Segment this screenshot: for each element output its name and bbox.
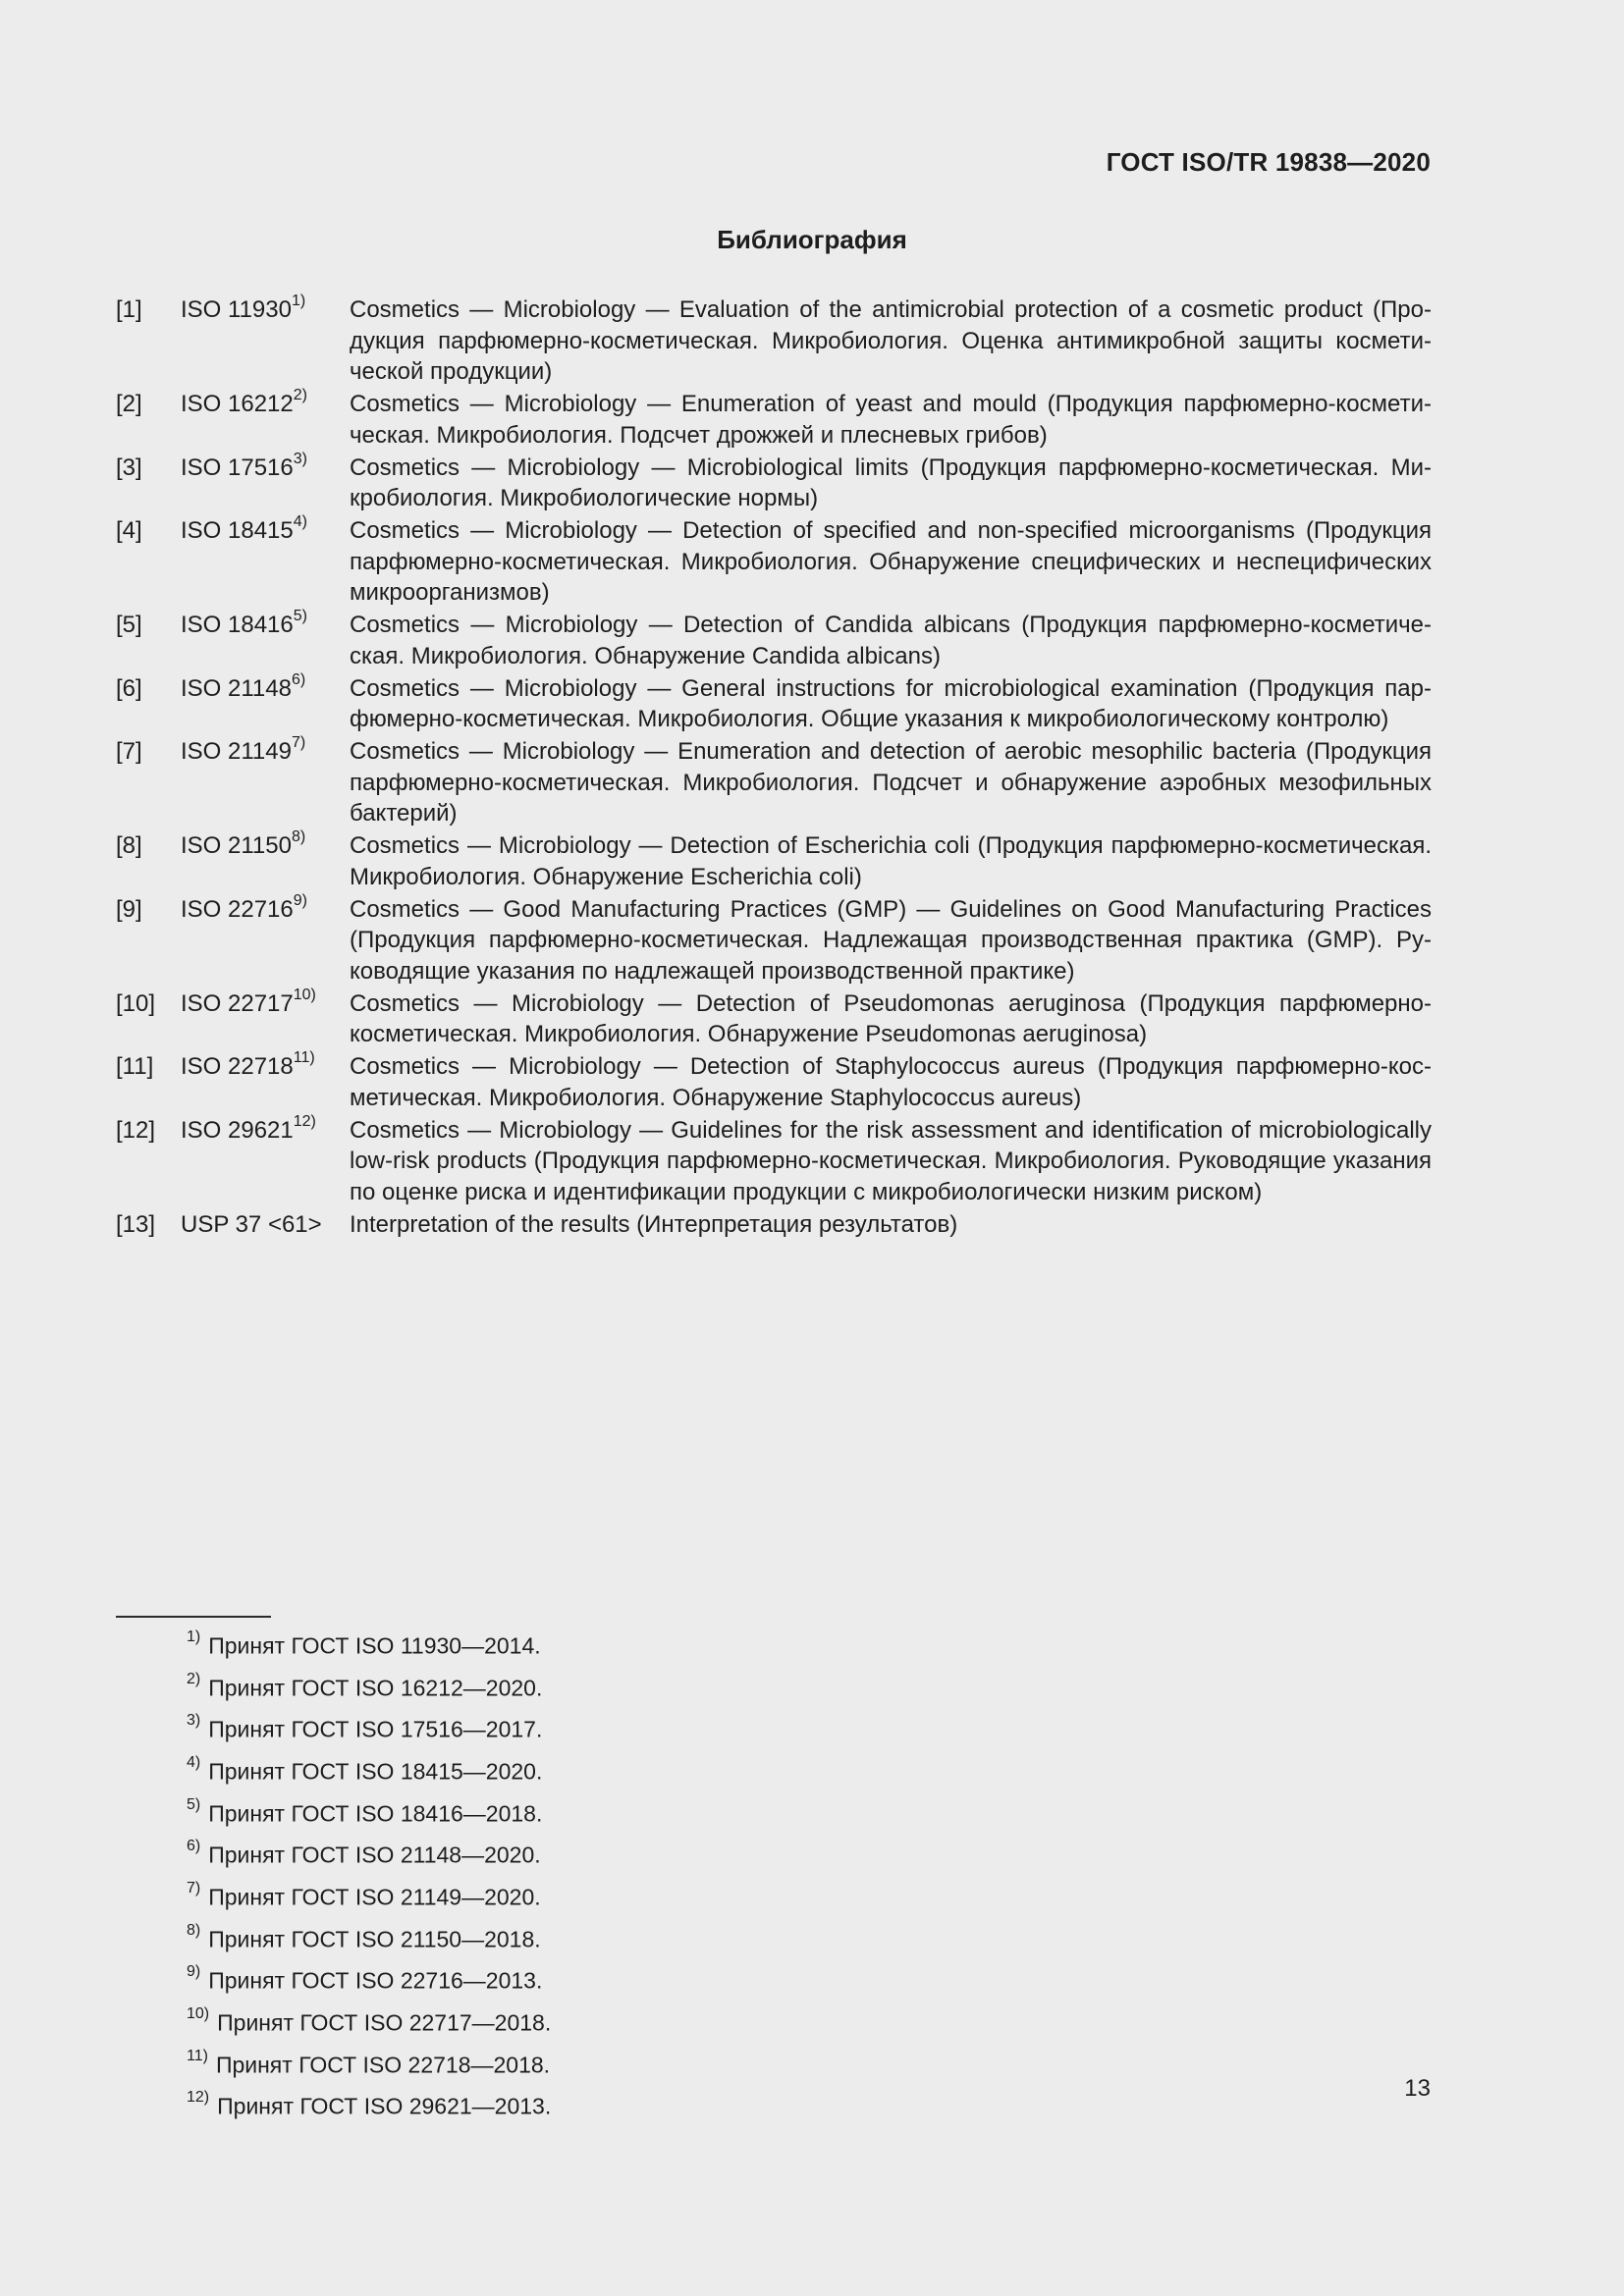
footnote-reference: 7) — [291, 734, 306, 751]
entry-number: [12] — [116, 1116, 156, 1144]
footnote-mark: 8) — [187, 1921, 201, 1939]
page-number: 13 — [1404, 2075, 1431, 2102]
bibliography-entry — [116, 610, 1432, 671]
standard-code: USP 37 <61> — [181, 1210, 322, 1238]
footnote — [187, 1706, 551, 1748]
entry-number: [13] — [116, 1210, 156, 1238]
standard-code: ISO 17516 — [181, 454, 294, 481]
entry-title: Cosmetics — Microbiology — Guidelines for the risk assessment and identification of microbiologically low-risk products (Продукция парфюмерно-косметическая. Микробиология. Руководящие указания по оценке риска и идентификации продукции с микробиологически низким риском) — [350, 1116, 1432, 1205]
entry-standard — [181, 1112, 350, 1208]
footnote-reference: 2) — [293, 387, 307, 403]
entry-number: [8] — [116, 832, 142, 859]
entry-number: [3] — [116, 454, 142, 481]
entry-standard — [181, 1051, 350, 1113]
entry-number: [6] — [116, 674, 142, 702]
bibliography-entry — [116, 1209, 1432, 1241]
footnote-text: Принят ГОСТ ISO 11930—2014. — [208, 1632, 541, 1659]
entry-standard — [181, 389, 350, 451]
footnote-mark: 6) — [187, 1838, 201, 1855]
footnote-reference: 9) — [293, 891, 307, 909]
footnote-mark: 5) — [187, 1795, 201, 1813]
footnote-text: Принят ГОСТ ISO 17516—2017. — [208, 1716, 543, 1742]
entry-number: [7] — [116, 738, 142, 765]
entry-number: [2] — [116, 391, 142, 417]
footnote-text: Принят ГОСТ ISO 21148—2020. — [208, 1842, 541, 1868]
standard-code: ISO 21150 — [181, 832, 292, 859]
entry-standard — [181, 670, 350, 735]
entry-standard — [181, 891, 350, 988]
bibliography-entry — [116, 670, 1432, 735]
footnote-text: Принят ГОСТ ISO 21150—2018. — [208, 1926, 541, 1952]
footnote-mark: 11) — [187, 2047, 208, 2064]
standard-code: ISO 18416 — [181, 612, 294, 638]
bibliography-entry — [116, 450, 1432, 514]
standard-code: ISO 22717 — [181, 989, 294, 1017]
footnote-text: Принят ГОСТ ISO 29621—2013. — [217, 2093, 552, 2119]
footnote — [187, 2000, 551, 2042]
entry-title: Cosmetics — Microbiology — Detection of specified and non-specified microorganisms (Продукция парфюмерно-косметическая. Микробиология. Обнаружение специфических и неспецифических микроорганизмов) — [350, 517, 1432, 606]
footnote — [187, 1832, 551, 1874]
footnote-reference: 12) — [293, 1112, 316, 1130]
entry-standard — [181, 610, 350, 671]
footnote-reference: 5) — [293, 608, 307, 624]
footnote-reference: 4) — [293, 513, 307, 530]
footnotes-list — [187, 1623, 551, 2125]
bibliography-entry — [116, 736, 1432, 829]
entry-number: [10] — [116, 989, 156, 1017]
footnote-divider — [116, 1616, 271, 1618]
bibliography-entry — [116, 988, 1432, 1050]
footnote — [187, 2083, 551, 2125]
entry-title: Cosmetics — Microbiology — Evaluation of the antimicrobial protection of a cosmetic product (Продукция парфюмерно-косметическая. Микробиология. Оценка антимикробной защиты косметической продукции) — [350, 296, 1432, 385]
entry-standard — [181, 988, 350, 1050]
footnote-text: Принят ГОСТ ISO 22717—2018. — [217, 2009, 552, 2036]
entry-number: [4] — [116, 517, 142, 544]
entry-standard — [181, 1209, 350, 1241]
entry-number: [1] — [116, 296, 142, 323]
footnote-text: Принят ГОСТ ISO 18415—2020. — [208, 1758, 543, 1785]
bibliography-entry — [116, 389, 1432, 451]
entry-standard — [181, 736, 350, 829]
footnote — [187, 1916, 551, 1958]
standard-code: ISO 22718 — [181, 1053, 294, 1080]
footnote-text: Принят ГОСТ ISO 22718—2018. — [215, 2052, 551, 2078]
footnote-reference: 11) — [293, 1049, 315, 1066]
bibliography-entry — [116, 1112, 1432, 1208]
footnote-mark: 2) — [187, 1670, 201, 1687]
footnote — [187, 1748, 551, 1790]
document-code: ГОСТ ISO/TR 19838—2020 — [1106, 147, 1431, 177]
entry-standard — [181, 515, 350, 609]
section-title: Библиография — [717, 225, 907, 254]
footnote-mark: 1) — [187, 1629, 201, 1645]
footnote — [187, 2042, 551, 2084]
entry-number: [5] — [116, 612, 142, 638]
footnote — [187, 1665, 551, 1707]
footnote-text: Принят ГОСТ ISO 22716—2013. — [208, 1967, 543, 1994]
footnote-text: Принят ГОСТ ISO 16212—2020. — [208, 1675, 543, 1701]
entry-standard — [181, 830, 350, 892]
footnote-mark: 3) — [187, 1712, 201, 1730]
entry-title: Cosmetics — Microbiology — Enumeration and detection of aerobic mesophilic bacteria (Продукция парфюмерно-косметическая. Микробиология. Подсчет и обнаружение аэробных мезофильных бактерий) — [350, 738, 1432, 827]
bibliography-entry — [116, 830, 1432, 892]
footnote — [187, 1623, 551, 1665]
footnote-mark: 9) — [187, 1963, 201, 1981]
standard-code: ISO 18415 — [181, 517, 294, 544]
standard-code: ISO 21149 — [181, 738, 292, 765]
footnote — [187, 1790, 551, 1833]
entry-title: Cosmetics — Microbiology — Detection of Escherichia coli (Продукция парфюмерно-косметическая. Микробиология. Обнаружение Escherichia coli) — [350, 832, 1432, 890]
footnote-mark: 4) — [187, 1753, 201, 1771]
standard-code: ISO 11930 — [181, 296, 292, 323]
bibliography-list — [116, 294, 1432, 1242]
entry-standard — [181, 450, 350, 514]
footnote-reference: 6) — [291, 670, 306, 688]
entry-title: Cosmetics — Microbiology — Detection of Staphylococcus aureus (Продукция парфюмерно-косметическая. Микробиология. Обнаружение Staphylococcus aureus) — [350, 1053, 1432, 1111]
footnote — [187, 1874, 551, 1916]
entry-title: Cosmetics — Microbiology — Microbiological limits (Продукция парфюмерно-косметическая. Микробиология. Микробиологические нормы) — [350, 454, 1432, 511]
bibliography-entry — [116, 294, 1432, 388]
entry-title: Interpretation of the results (Интерпретация результатов) — [350, 1210, 958, 1238]
footnote-reference: 1) — [291, 293, 306, 309]
bibliography-entry — [116, 1051, 1432, 1113]
bibliography-entry — [116, 891, 1432, 988]
entry-title: Cosmetics — Microbiology — Detection of Candida albicans (Продукция парфюмерно-косметическая. Микробиология. Обнаружение Candida albicans) — [350, 612, 1432, 669]
entry-title: Cosmetics — Microbiology — Enumeration of yeast and mould (Продукция парфюмерно-косметическая. Микробиология. Подсчет дрожжей и плесневых грибов) — [350, 391, 1432, 449]
entry-title: Cosmetics — Microbiology — General instructions for microbiological examination (Продукция парфюмерно-косметическая. Микробиология. Общие указания к микробиологическому контролю) — [350, 674, 1432, 732]
bibliography-entry — [116, 515, 1432, 609]
standard-code: ISO 29621 — [181, 1116, 294, 1144]
footnote-reference: 8) — [291, 828, 306, 845]
footnote-text: Принят ГОСТ ISO 21149—2020. — [208, 1884, 541, 1910]
footnote — [187, 1957, 551, 2000]
entry-standard — [181, 294, 350, 388]
footnote-reference: 3) — [293, 450, 307, 467]
footnote-mark: 7) — [187, 1879, 201, 1896]
standard-code: ISO 21148 — [181, 674, 292, 702]
entry-number: [11] — [116, 1053, 154, 1080]
entry-title: Cosmetics — Good Manufacturing Practices (GMP) — Guidelines on Good Manufacturing Practices (Продукция парфюмерно-косметическая. Надлежащая производственная практика (GMP). Руководящие указания по надлежащей производственной практике) — [350, 895, 1432, 985]
standard-code: ISO 16212 — [181, 391, 294, 417]
standard-code: ISO 22716 — [181, 895, 294, 923]
footnote-text: Принят ГОСТ ISO 18416—2018. — [208, 1800, 543, 1827]
entry-title: Cosmetics — Microbiology — Detection of Pseudomonas aeruginosa (Продукция парфюмерно-косметическая. Микробиология. Обнаружение Pseudomonas aeruginosa) — [350, 989, 1432, 1047]
footnote-reference: 10) — [293, 986, 316, 1003]
footnote-mark: 10) — [187, 2004, 210, 2022]
entry-number: [9] — [116, 895, 142, 923]
footnote-mark: 12) — [187, 2089, 210, 2107]
